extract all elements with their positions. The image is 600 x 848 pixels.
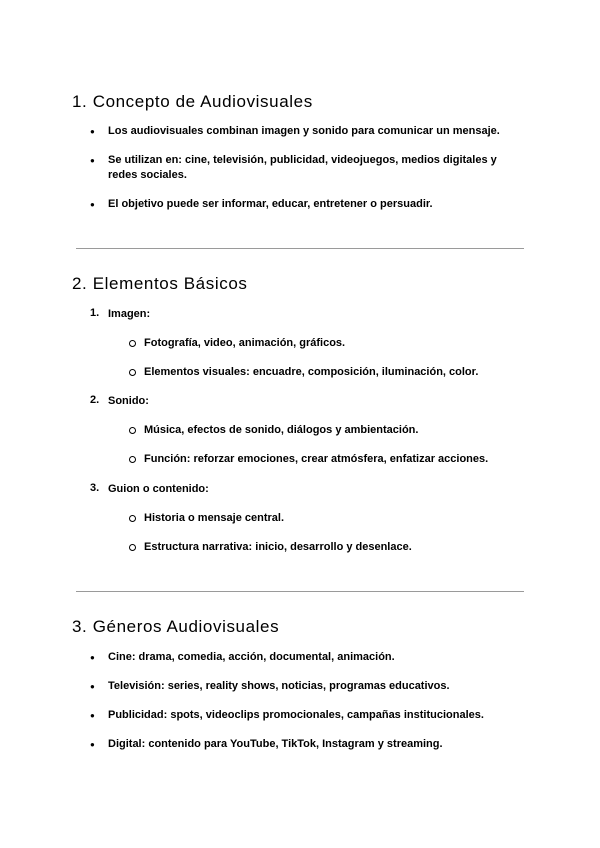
circle-bullet-icon — [129, 456, 136, 463]
sub-list-item: Fotografía, video, animación, gráficos. — [144, 337, 346, 349]
list-item-heading: Guion o contenido: — [108, 483, 209, 495]
list-item: Los audiovisuales combinan imagen y sonido para comunicar un mensaje. — [108, 125, 500, 137]
bullet-dot: ● — [90, 682, 95, 691]
section-2-title: 2. Elementos Básicos — [72, 274, 248, 293]
list-number: 3. — [90, 482, 100, 494]
circle-bullet-icon — [129, 544, 136, 551]
bullet-dot: ● — [90, 200, 95, 209]
bullet-dot: ● — [90, 740, 95, 749]
list-item-heading: Sonido: — [108, 395, 149, 407]
section-divider — [76, 248, 524, 249]
sub-list-item: Elementos visuales: encuadre, composición, iluminación, color. — [144, 366, 479, 378]
list-item: Cine: drama, comedia, acción, documental, animación. — [108, 651, 395, 663]
circle-bullet-icon — [129, 515, 136, 522]
sub-list-item: Historia o mensaje central. — [144, 512, 284, 524]
list-number: 2. — [90, 394, 100, 406]
list-number: 1. — [90, 307, 100, 319]
bullet-dot: ● — [90, 711, 95, 720]
sub-list-item: Estructura narrativa: inicio, desarrollo y desenlace. — [144, 541, 412, 553]
circle-bullet-icon — [129, 427, 136, 434]
section-1-title: 1. Concepto de Audiovisuales — [72, 92, 313, 111]
section-3-title: 3. Géneros Audiovisuales — [72, 617, 280, 636]
bullet-dot: ● — [90, 156, 95, 165]
list-item: Publicidad: spots, videoclips promocionales, campañas institucionales. — [108, 709, 484, 721]
list-item: Televisión: series, reality shows, noticias, programas educativos. — [108, 680, 450, 692]
bullet-dot: ● — [90, 653, 95, 662]
circle-bullet-icon — [129, 369, 136, 376]
sub-list-item: Música, efectos de sonido, diálogos y ambientación. — [144, 424, 419, 436]
list-item: Digital: contenido para YouTube, TikTok, Instagram y streaming. — [108, 738, 443, 750]
section-divider — [76, 591, 524, 592]
circle-bullet-icon — [129, 340, 136, 347]
list-item: El objetivo puede ser informar, educar, entretener o persuadir. — [108, 198, 433, 210]
list-item-heading: Imagen: — [108, 308, 151, 320]
list-item: Se utilizan en: cine, televisión, publicidad, videojuegos, medios digitales y redes sociales. — [108, 154, 497, 181]
sub-list-item: Función: reforzar emociones, crear atmósfera, enfatizar acciones. — [144, 453, 489, 465]
bullet-dot: ● — [90, 127, 95, 136]
